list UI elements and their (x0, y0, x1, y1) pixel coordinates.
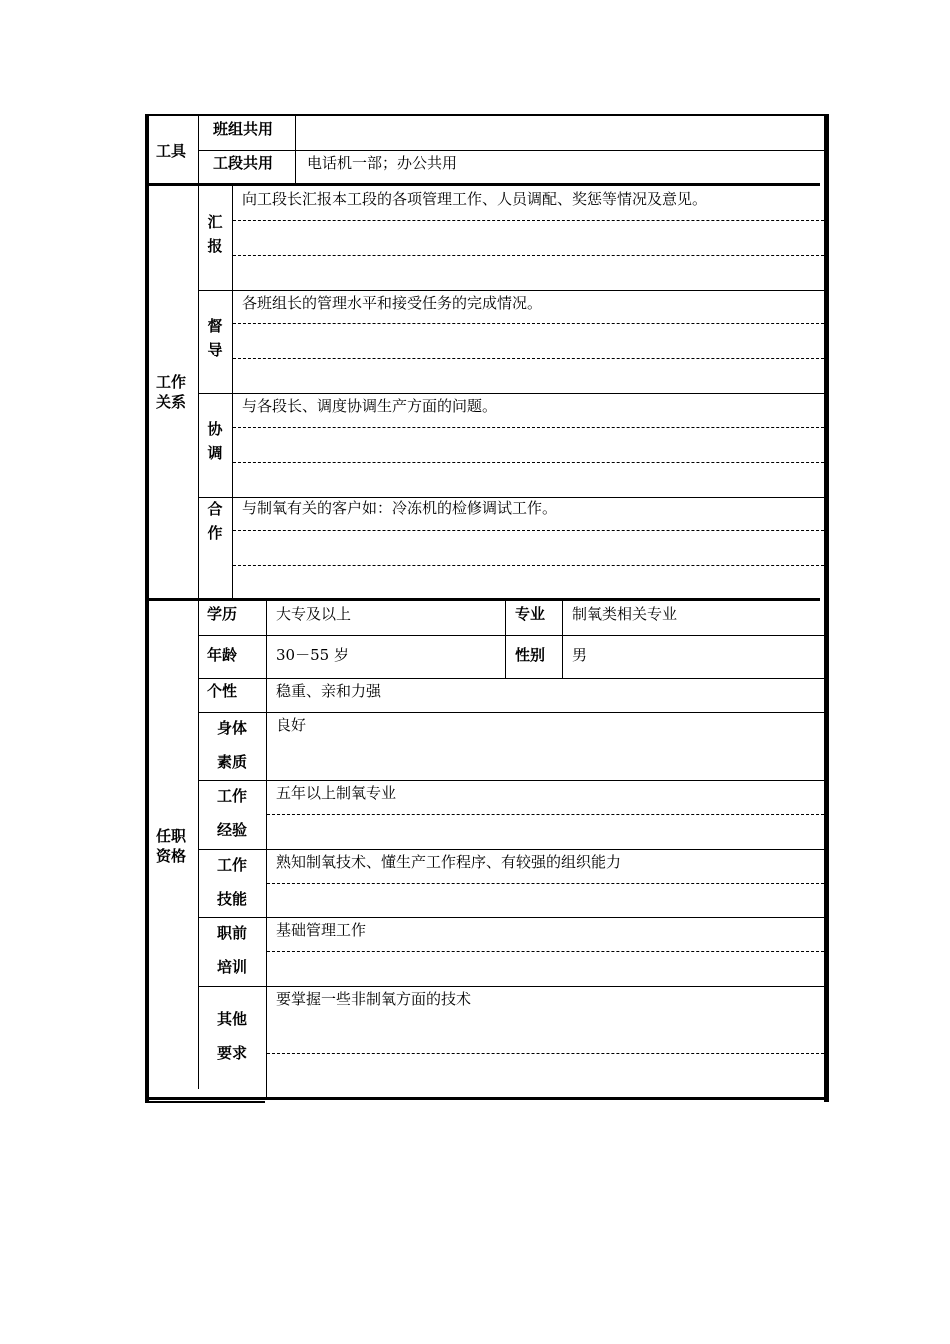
divider (198, 150, 824, 151)
health-value: 良好 (276, 716, 307, 734)
cooperate-text: 与制氧有关的客户如：冷冻机的检修调试工作。 (242, 499, 558, 517)
age-value: 30－55 岁 (276, 646, 349, 664)
dashed-line (233, 255, 824, 256)
divider (198, 712, 824, 713)
divider (295, 116, 296, 186)
report-text: 向工段长汇报本工段的各项管理工作、人员调配、奖惩等情况及意见。 (242, 190, 708, 208)
major-value: 制氧类相关专业 (572, 605, 678, 623)
dashed-line (233, 462, 824, 463)
health-label: 身体素质 (216, 719, 247, 771)
gender-value: 男 (572, 646, 588, 664)
age-label: 年龄 (207, 646, 238, 664)
training-value: 基础管理工作 (276, 921, 367, 939)
dashed-line (233, 323, 824, 324)
divider (562, 601, 563, 678)
divider (505, 601, 506, 678)
team-shared-label: 班组共用 (213, 120, 274, 138)
divider (198, 635, 824, 636)
divider (198, 601, 199, 1089)
coordinate-label: 协调 (207, 420, 223, 462)
training-label: 职前培训 (216, 924, 247, 976)
relations-label: 工作关系 (156, 373, 187, 411)
other-label: 其他要求 (216, 1010, 247, 1062)
section-divider (149, 598, 820, 601)
divider (198, 849, 824, 850)
major-label: 专业 (515, 605, 546, 623)
dashed-line (233, 427, 824, 428)
section-shared-value: 电话机一部；办公共用 (307, 154, 458, 172)
skills-label: 工作技能 (216, 856, 247, 908)
dashed-line (233, 358, 824, 359)
qualifications-label: 任职资格 (156, 827, 187, 865)
dashed-line (267, 883, 824, 884)
divider (232, 186, 233, 598)
divider (198, 678, 824, 679)
education-value: 大专及以上 (276, 605, 352, 623)
coordinate-text: 与各段长、调度协调生产方面的问题。 (242, 397, 498, 415)
table-border-bottom-extra (145, 1101, 265, 1103)
dashed-line (267, 814, 824, 815)
supervise-label: 督导 (207, 317, 223, 359)
dashed-line (233, 220, 824, 221)
section-divider (149, 183, 820, 186)
dashed-line (267, 1053, 824, 1054)
divider (198, 393, 824, 394)
table-border-top (145, 114, 829, 116)
divider (198, 986, 824, 987)
personality-value: 稳重、亲和力强 (276, 682, 382, 700)
education-label: 学历 (207, 605, 238, 623)
dashed-line (267, 951, 824, 952)
table-border-right (824, 114, 829, 1102)
dashed-line (233, 565, 824, 566)
cooperate-label: 合作 (207, 500, 223, 542)
table-border-left (145, 114, 149, 1102)
gender-label: 性别 (515, 646, 546, 664)
dashed-line (233, 530, 824, 531)
personality-label: 个性 (207, 682, 238, 700)
divider (198, 186, 199, 598)
divider (198, 780, 824, 781)
table-border-bottom (145, 1097, 829, 1100)
divider (198, 290, 824, 291)
skills-value: 熟知制氧技术、懂生产工作程序、有较强的组织能力 (276, 853, 622, 871)
tools-label: 工具 (156, 142, 187, 160)
section-shared-label: 工段共用 (213, 154, 274, 172)
divider (198, 917, 824, 918)
report-label: 汇报 (207, 213, 223, 255)
experience-label: 工作经验 (216, 787, 247, 839)
experience-value: 五年以上制氧专业 (276, 784, 397, 802)
divider (198, 116, 199, 186)
supervise-text: 各班组长的管理水平和接受任务的完成情况。 (242, 294, 543, 312)
other-value: 要掌握一些非制氧方面的技术 (276, 990, 472, 1008)
